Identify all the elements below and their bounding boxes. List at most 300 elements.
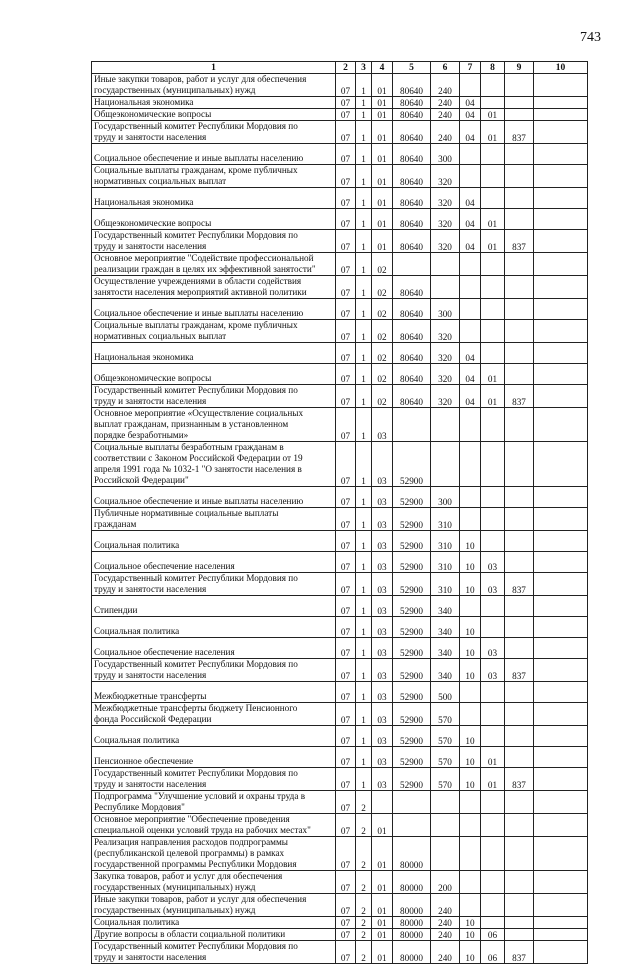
code-cell: 200 xyxy=(431,871,460,894)
code-cell xyxy=(481,726,505,747)
code-cell: 80000 xyxy=(393,941,431,964)
code-cell: 01 xyxy=(372,109,393,121)
row-name xyxy=(92,682,336,703)
code-cell xyxy=(505,408,534,442)
column-header: 9 xyxy=(505,62,534,74)
code-cell: 03 xyxy=(372,638,393,659)
code-cell: 03 xyxy=(481,552,505,573)
code-cell: 52900 xyxy=(393,531,431,552)
code-cell: 1 xyxy=(356,442,372,487)
code-cell xyxy=(534,596,588,617)
code-cell: 500 xyxy=(431,682,460,703)
code-cell: 10 xyxy=(460,917,481,929)
code-cell: 1 xyxy=(356,531,372,552)
code-cell: 07 xyxy=(336,165,356,188)
code-cell: 1 xyxy=(356,768,372,791)
row-name-line: гражданам xyxy=(94,519,137,529)
code-cell: 07 xyxy=(336,768,356,791)
code-cell: 1 xyxy=(356,144,372,165)
code-cell xyxy=(431,814,460,837)
code-cell xyxy=(534,929,588,941)
code-cell xyxy=(505,726,534,747)
code-cell: 52900 xyxy=(393,573,431,596)
code-cell: 01 xyxy=(372,209,393,230)
row-name xyxy=(92,837,336,871)
code-cell: 07 xyxy=(336,814,356,837)
code-cell xyxy=(534,343,588,364)
code-cell: 320 xyxy=(431,165,460,188)
code-cell: 1 xyxy=(356,320,372,343)
table-row xyxy=(92,682,588,703)
row-name xyxy=(92,703,336,726)
code-cell xyxy=(460,814,481,837)
table-row xyxy=(92,917,588,929)
code-cell: 03 xyxy=(372,552,393,573)
code-cell: 52900 xyxy=(393,442,431,487)
code-cell xyxy=(481,508,505,531)
table-row xyxy=(92,165,588,188)
code-cell xyxy=(534,97,588,109)
code-cell: 07 xyxy=(336,552,356,573)
row-name-line: Основное мероприятие «Осуществление социальных xyxy=(94,408,304,418)
code-cell: 80640 xyxy=(393,364,431,385)
code-cell: 02 xyxy=(372,253,393,276)
code-cell xyxy=(481,487,505,508)
code-cell: 52900 xyxy=(393,682,431,703)
code-cell: 07 xyxy=(336,408,356,442)
row-name-line: Осуществление учреждениями в области содействия xyxy=(94,276,302,286)
row-name-line: (республиканской целевой программы) в рамках xyxy=(94,848,285,858)
code-cell: 1 xyxy=(356,74,372,97)
table-row xyxy=(92,253,588,276)
row-name xyxy=(92,552,336,573)
budget-table xyxy=(91,61,588,964)
column-header: 8 xyxy=(481,62,505,74)
code-cell xyxy=(460,144,481,165)
code-cell xyxy=(505,837,534,871)
code-cell: 1 xyxy=(356,508,372,531)
code-cell: 01 xyxy=(372,837,393,871)
code-cell xyxy=(481,343,505,364)
column-header: 4 xyxy=(372,62,393,74)
table-row xyxy=(92,209,588,230)
code-cell xyxy=(505,747,534,768)
code-cell: 1 xyxy=(356,703,372,726)
row-name-line: Стипендии xyxy=(94,605,138,615)
code-cell xyxy=(534,230,588,253)
code-cell: 01 xyxy=(481,230,505,253)
code-cell: 837 xyxy=(505,573,534,596)
code-cell: 1 xyxy=(356,408,372,442)
code-cell: 02 xyxy=(372,343,393,364)
code-cell: 52900 xyxy=(393,638,431,659)
table-row xyxy=(92,109,588,121)
code-cell xyxy=(505,508,534,531)
code-cell: 03 xyxy=(481,659,505,682)
row-name-line: порядке безработными» xyxy=(94,430,189,440)
code-cell: 300 xyxy=(431,299,460,320)
code-cell: 80640 xyxy=(393,385,431,408)
table-row xyxy=(92,276,588,299)
row-name-line: Социальная политика xyxy=(94,735,180,745)
code-cell: 07 xyxy=(336,320,356,343)
code-cell xyxy=(505,144,534,165)
code-cell: 02 xyxy=(372,299,393,320)
row-name xyxy=(92,408,336,442)
code-cell: 03 xyxy=(372,408,393,442)
code-cell: 1 xyxy=(356,230,372,253)
code-cell: 10 xyxy=(460,929,481,941)
code-cell: 320 xyxy=(431,209,460,230)
code-cell: 07 xyxy=(336,617,356,638)
table-row xyxy=(92,230,588,253)
row-name-line: государственной программы Республики Мордовия xyxy=(94,859,297,869)
code-cell: 03 xyxy=(372,531,393,552)
row-name xyxy=(92,188,336,209)
code-cell: 80640 xyxy=(393,320,431,343)
row-name-line: занятости населения мероприятий активной политики xyxy=(94,287,307,297)
code-cell: 01 xyxy=(372,165,393,188)
code-cell: 240 xyxy=(431,929,460,941)
code-cell: 80640 xyxy=(393,121,431,144)
row-name xyxy=(92,726,336,747)
row-name-line: труду и занятости населения xyxy=(94,952,207,962)
code-cell: 310 xyxy=(431,508,460,531)
row-name-line: Общеэкономические вопросы xyxy=(94,218,212,228)
code-cell: 02 xyxy=(372,385,393,408)
row-name-line: Другие вопросы в области социальной политики xyxy=(94,929,286,939)
code-cell: 01 xyxy=(481,385,505,408)
code-cell: 310 xyxy=(431,552,460,573)
code-cell: 320 xyxy=(431,188,460,209)
code-cell: 52900 xyxy=(393,617,431,638)
table-row xyxy=(92,941,588,964)
code-cell: 04 xyxy=(460,209,481,230)
code-cell: 07 xyxy=(336,508,356,531)
code-cell: 1 xyxy=(356,596,372,617)
row-name xyxy=(92,442,336,487)
row-name-line: Социальная политика xyxy=(94,917,180,927)
code-cell: 07 xyxy=(336,385,356,408)
code-cell: 1 xyxy=(356,385,372,408)
row-name-line: Социальная политика xyxy=(94,626,180,636)
code-cell: 10 xyxy=(460,638,481,659)
code-cell xyxy=(431,408,460,442)
code-cell xyxy=(505,487,534,508)
row-name xyxy=(92,638,336,659)
row-name-line: Государственный комитет Республики Мордовия по xyxy=(94,121,298,131)
code-cell: 07 xyxy=(336,703,356,726)
code-cell: 01 xyxy=(481,209,505,230)
row-name xyxy=(92,253,336,276)
row-name-line: Реализация направления расходов подпрограммы xyxy=(94,837,288,847)
code-cell: 01 xyxy=(372,929,393,941)
code-cell: 10 xyxy=(460,768,481,791)
code-cell: 80640 xyxy=(393,230,431,253)
code-cell: 80640 xyxy=(393,97,431,109)
code-cell: 06 xyxy=(481,941,505,964)
code-cell: 240 xyxy=(431,894,460,917)
code-cell: 837 xyxy=(505,768,534,791)
code-cell xyxy=(393,408,431,442)
table-row xyxy=(92,408,588,442)
row-name-line: Межбюджетные трансферты xyxy=(94,691,207,701)
row-name xyxy=(92,209,336,230)
code-cell xyxy=(534,837,588,871)
row-name-line: Национальная экономика xyxy=(94,97,194,107)
code-cell xyxy=(481,188,505,209)
code-cell xyxy=(460,703,481,726)
row-name xyxy=(92,276,336,299)
row-name-line: Государственный комитет Республики Мордовия по xyxy=(94,941,298,951)
code-cell xyxy=(481,814,505,837)
row-name xyxy=(92,814,336,837)
table-row xyxy=(92,929,588,941)
code-cell: 07 xyxy=(336,941,356,964)
code-cell xyxy=(460,894,481,917)
row-name xyxy=(92,121,336,144)
code-cell xyxy=(460,837,481,871)
code-cell xyxy=(534,638,588,659)
code-cell: 07 xyxy=(336,531,356,552)
code-cell xyxy=(534,941,588,964)
code-cell: 1 xyxy=(356,253,372,276)
code-cell: 04 xyxy=(460,121,481,144)
code-cell xyxy=(534,703,588,726)
table-row xyxy=(92,121,588,144)
table-row xyxy=(92,638,588,659)
code-cell: 1 xyxy=(356,682,372,703)
code-cell xyxy=(534,573,588,596)
code-cell xyxy=(505,188,534,209)
code-cell xyxy=(505,617,534,638)
row-name-line: Социальная политика xyxy=(94,540,180,550)
code-cell: 340 xyxy=(431,659,460,682)
code-cell xyxy=(505,871,534,894)
code-cell: 1 xyxy=(356,638,372,659)
column-header: 6 xyxy=(431,62,460,74)
table-row xyxy=(92,659,588,682)
code-cell: 1 xyxy=(356,97,372,109)
code-cell xyxy=(481,442,505,487)
code-cell: 07 xyxy=(336,871,356,894)
table-row xyxy=(92,531,588,552)
row-name xyxy=(92,74,336,97)
code-cell: 01 xyxy=(481,747,505,768)
row-name-line: государственных (муниципальных) нужд xyxy=(94,905,256,915)
code-cell xyxy=(431,837,460,871)
row-name-line: Межбюджетные трансферты бюджету Пенсионного xyxy=(94,703,298,713)
row-name xyxy=(92,299,336,320)
code-cell: 07 xyxy=(336,343,356,364)
code-cell: 240 xyxy=(431,74,460,97)
code-cell: 340 xyxy=(431,596,460,617)
code-cell: 52900 xyxy=(393,726,431,747)
code-cell: 04 xyxy=(460,97,481,109)
code-cell xyxy=(534,552,588,573)
code-cell: 07 xyxy=(336,364,356,385)
code-cell xyxy=(534,508,588,531)
code-cell: 80000 xyxy=(393,837,431,871)
code-cell: 06 xyxy=(481,929,505,941)
code-cell xyxy=(460,299,481,320)
row-name-line: Иные закупки товаров, работ и услуг для обеспечения xyxy=(94,74,307,84)
code-cell: 1 xyxy=(356,726,372,747)
code-cell: 240 xyxy=(431,941,460,964)
code-cell: 07 xyxy=(336,121,356,144)
code-cell xyxy=(505,364,534,385)
table-row xyxy=(92,364,588,385)
code-cell: 01 xyxy=(372,188,393,209)
row-name-line: Государственный комитет Республики Мордовия по xyxy=(94,573,298,583)
code-cell xyxy=(431,791,460,814)
code-cell xyxy=(505,74,534,97)
row-name xyxy=(92,871,336,894)
code-cell: 07 xyxy=(336,894,356,917)
code-cell: 300 xyxy=(431,487,460,508)
code-cell: 1 xyxy=(356,747,372,768)
code-cell: 80640 xyxy=(393,299,431,320)
code-cell xyxy=(481,320,505,343)
row-name-line: Государственный комитет Республики Мордовия по xyxy=(94,230,298,240)
code-cell: 07 xyxy=(336,276,356,299)
table-row xyxy=(92,343,588,364)
code-cell: 1 xyxy=(356,659,372,682)
row-name-line: Закупка товаров, работ и услуг для обеспечения xyxy=(94,871,283,881)
code-cell: 07 xyxy=(336,109,356,121)
code-cell: 01 xyxy=(372,814,393,837)
code-cell: 10 xyxy=(460,552,481,573)
row-name-line: Государственный комитет Республики Мордовия по xyxy=(94,385,298,395)
code-cell: 03 xyxy=(372,573,393,596)
code-cell xyxy=(534,299,588,320)
code-cell: 80640 xyxy=(393,144,431,165)
code-cell: 07 xyxy=(336,209,356,230)
code-cell: 10 xyxy=(460,747,481,768)
code-cell xyxy=(460,791,481,814)
code-cell: 10 xyxy=(460,659,481,682)
code-cell xyxy=(481,276,505,299)
code-cell: 320 xyxy=(431,343,460,364)
code-cell xyxy=(431,276,460,299)
code-cell: 04 xyxy=(460,343,481,364)
row-name-line: соответствии с Законом Российской Федерации от 19 xyxy=(94,453,303,463)
code-cell: 03 xyxy=(372,659,393,682)
code-cell xyxy=(505,917,534,929)
code-cell: 01 xyxy=(372,74,393,97)
row-name xyxy=(92,596,336,617)
code-cell: 03 xyxy=(372,682,393,703)
column-header: 10 xyxy=(534,62,588,74)
code-cell: 07 xyxy=(336,682,356,703)
code-cell: 07 xyxy=(336,917,356,929)
code-cell xyxy=(481,253,505,276)
table-row xyxy=(92,74,588,97)
code-cell: 1 xyxy=(356,573,372,596)
table-row xyxy=(92,552,588,573)
row-name-line: труду и занятости населения xyxy=(94,241,207,251)
code-cell: 1 xyxy=(356,343,372,364)
code-cell: 52900 xyxy=(393,768,431,791)
code-cell: 80640 xyxy=(393,109,431,121)
row-name xyxy=(92,791,336,814)
code-cell xyxy=(534,917,588,929)
row-name-line: Социальные выплаты безработным гражданам в xyxy=(94,442,284,452)
row-name-line: труду и занятости населения xyxy=(94,584,207,594)
code-cell: 10 xyxy=(460,726,481,747)
code-cell: 340 xyxy=(431,638,460,659)
row-name-line: труду и занятости населения xyxy=(94,779,207,789)
code-cell xyxy=(481,894,505,917)
code-cell: 01 xyxy=(481,121,505,144)
code-cell xyxy=(534,253,588,276)
code-cell: 01 xyxy=(481,768,505,791)
code-cell: 310 xyxy=(431,531,460,552)
code-cell: 570 xyxy=(431,747,460,768)
code-cell: 01 xyxy=(481,109,505,121)
code-cell xyxy=(481,74,505,97)
column-header: 2 xyxy=(336,62,356,74)
code-cell: 01 xyxy=(372,121,393,144)
code-cell: 240 xyxy=(431,109,460,121)
row-name-line: Общеэкономические вопросы xyxy=(94,109,212,119)
code-cell: 1 xyxy=(356,364,372,385)
code-cell: 07 xyxy=(336,596,356,617)
code-cell xyxy=(481,682,505,703)
code-cell xyxy=(505,596,534,617)
code-cell xyxy=(481,165,505,188)
code-cell xyxy=(534,768,588,791)
code-cell: 80640 xyxy=(393,276,431,299)
code-cell xyxy=(460,74,481,97)
code-cell: 07 xyxy=(336,726,356,747)
code-cell: 320 xyxy=(431,385,460,408)
code-cell: 2 xyxy=(356,929,372,941)
code-cell: 03 xyxy=(372,726,393,747)
code-cell xyxy=(505,253,534,276)
table-row xyxy=(92,703,588,726)
table-row xyxy=(92,747,588,768)
row-name-line: Иные закупки товаров, работ и услуг для обеспечения xyxy=(94,894,307,904)
code-cell: 570 xyxy=(431,726,460,747)
code-cell: 2 xyxy=(356,894,372,917)
code-cell xyxy=(505,814,534,837)
code-cell: 1 xyxy=(356,109,372,121)
code-cell xyxy=(534,747,588,768)
code-cell: 03 xyxy=(372,768,393,791)
row-name xyxy=(92,531,336,552)
row-name-line: Социальное обеспечение населения xyxy=(94,561,235,571)
code-cell: 04 xyxy=(460,109,481,121)
code-cell: 80000 xyxy=(393,871,431,894)
row-name xyxy=(92,109,336,121)
table-row xyxy=(92,144,588,165)
code-cell xyxy=(460,682,481,703)
code-cell: 340 xyxy=(431,617,460,638)
code-cell: 837 xyxy=(505,941,534,964)
code-cell xyxy=(481,791,505,814)
table-row xyxy=(92,791,588,814)
code-cell xyxy=(481,596,505,617)
code-cell xyxy=(481,408,505,442)
code-cell xyxy=(534,682,588,703)
row-name-line: Российской Федерации" xyxy=(94,475,189,485)
code-cell xyxy=(534,408,588,442)
code-cell: 1 xyxy=(356,188,372,209)
table-row xyxy=(92,97,588,109)
code-cell: 1 xyxy=(356,276,372,299)
code-cell: 52900 xyxy=(393,596,431,617)
